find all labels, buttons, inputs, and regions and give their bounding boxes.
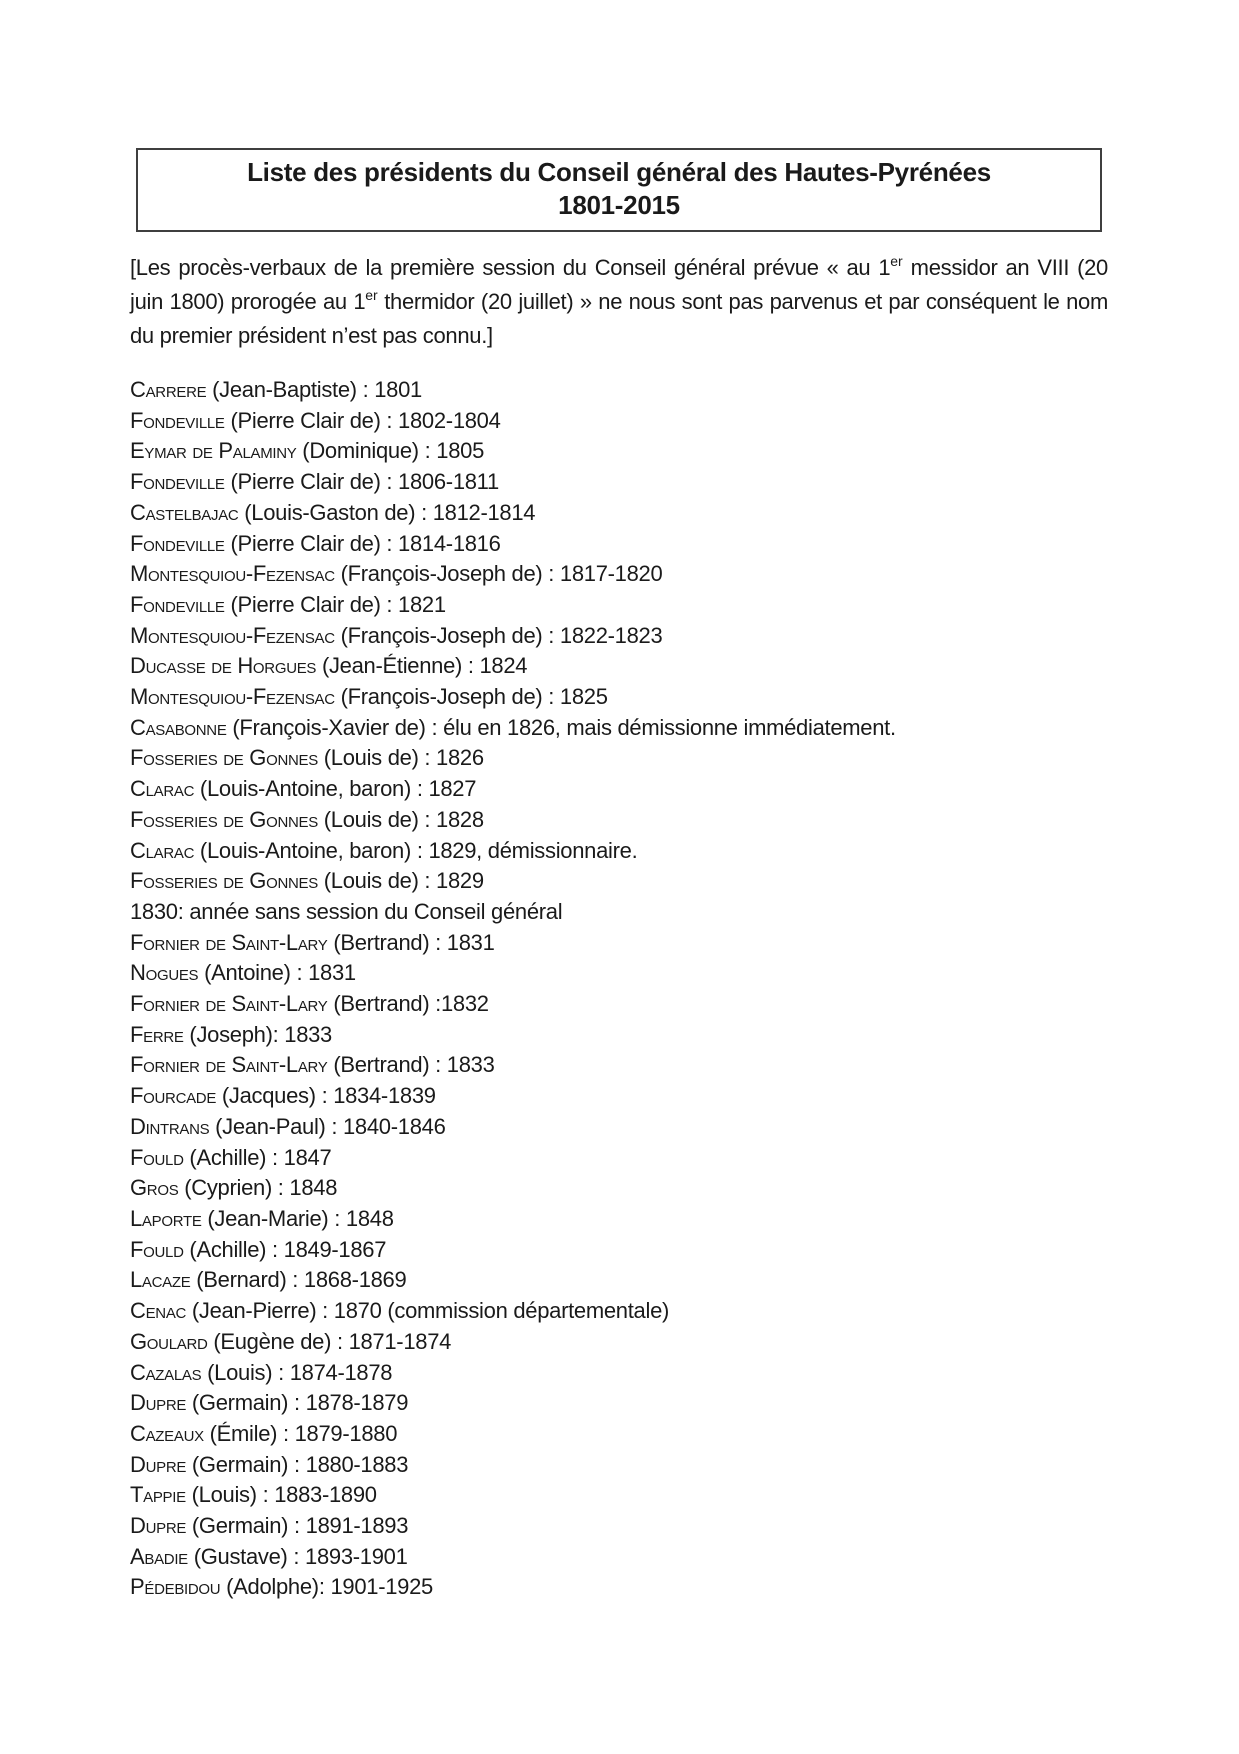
president-name: Montesquiou-Fezensac xyxy=(130,561,335,587)
entry-details: (Louis de) : 1826 xyxy=(317,745,484,771)
entry-details: (Jean-Marie) : 1848 xyxy=(201,1205,394,1231)
list-item xyxy=(130,406,1130,437)
president-name: Cenac xyxy=(130,1298,187,1324)
presidents-list xyxy=(130,375,1130,1603)
list-item xyxy=(130,713,1130,744)
list-item xyxy=(130,1020,1130,1051)
president-name: Ducasse de Horgues xyxy=(130,653,317,679)
president-name: Ferre xyxy=(130,1021,184,1047)
president-name: Dintrans xyxy=(130,1113,210,1139)
entry-details: 1830: année sans session du Conseil général xyxy=(130,898,563,924)
list-item xyxy=(130,590,1130,621)
entry-details: (François-Xavier de) : élu en 1826, mais démissionne immédiatement. xyxy=(226,714,896,740)
president-name: Fould xyxy=(130,1236,184,1262)
entry-details: (Achille) : 1847 xyxy=(183,1144,332,1170)
president-name: Casabonne xyxy=(130,714,227,740)
list-item xyxy=(130,1542,1130,1573)
president-name: Dupre xyxy=(130,1390,187,1416)
president-name: Clarac xyxy=(130,776,195,802)
list-item xyxy=(130,1204,1130,1235)
list-item xyxy=(130,1327,1130,1358)
entry-details: (Pierre Clair de) : 1821 xyxy=(224,591,446,617)
list-item xyxy=(130,1480,1130,1511)
list-item xyxy=(130,1081,1130,1112)
president-name: Lacaze xyxy=(130,1267,191,1293)
president-name: Abadie xyxy=(130,1543,188,1569)
list-item xyxy=(130,743,1130,774)
list-item xyxy=(130,1296,1130,1327)
list-item xyxy=(130,467,1130,498)
entry-details: (Louis-Antoine, baron) : 1827 xyxy=(194,776,477,802)
intro-paragraph xyxy=(130,252,1108,351)
president-name: Nogues xyxy=(130,960,199,986)
list-item xyxy=(130,1572,1130,1603)
list-item xyxy=(130,836,1130,867)
president-name: Clarac xyxy=(130,837,195,863)
entry-details: (Cyprien) : 1848 xyxy=(178,1175,338,1201)
president-name: Fosseries de Gonnes xyxy=(130,868,318,894)
list-item xyxy=(130,897,1130,928)
president-name: Fould xyxy=(130,1144,184,1170)
list-item xyxy=(130,1388,1130,1419)
entry-details: (Louis-Antoine, baron) : 1829, démissionnaire. xyxy=(194,837,638,863)
entry-details: (Germain) : 1891-1893 xyxy=(186,1513,409,1539)
document-title: Liste des présidents du Conseil général des Hautes-Pyrénées xyxy=(247,157,991,187)
entry-details: (Pierre Clair de) : 1802-1804 xyxy=(224,407,501,433)
list-item xyxy=(130,375,1130,406)
entry-details: (Bertrand) : 1833 xyxy=(327,1052,495,1078)
entry-details: (François-Joseph de) : 1817-1820 xyxy=(334,561,663,587)
president-name: Laporte xyxy=(130,1205,202,1231)
entry-details: (Adolphe): 1901-1925 xyxy=(220,1574,433,1600)
entry-details: (Bertrand) :1832 xyxy=(327,991,489,1017)
list-item xyxy=(130,1050,1130,1081)
president-name: Fondeville xyxy=(130,591,225,617)
list-item xyxy=(130,866,1130,897)
list-item xyxy=(130,1511,1130,1542)
president-name: Fosseries de Gonnes xyxy=(130,806,318,832)
list-item xyxy=(130,682,1130,713)
list-item xyxy=(130,529,1130,560)
president-name: Fornier de Saint-Lary xyxy=(130,991,328,1017)
entry-details: (Louis) : 1883-1890 xyxy=(185,1482,377,1508)
entry-details: (Antoine) : 1831 xyxy=(198,960,356,986)
president-name: Fondeville xyxy=(130,407,225,433)
president-name: Cazalas xyxy=(130,1359,202,1385)
president-name: Fondeville xyxy=(130,530,225,556)
list-item xyxy=(130,989,1130,1020)
president-name: Fourcade xyxy=(130,1083,217,1109)
entry-details: (François-Joseph de) : 1822-1823 xyxy=(334,622,663,648)
intro-text-part: thermidor (20 juillet) » ne nous sont pas parvenus et par conséquent le nom du premier président n’est pas connu.] xyxy=(130,289,1108,348)
president-name: Castelbajac xyxy=(130,499,239,525)
entry-details: (Louis) : 1874-1878 xyxy=(201,1359,393,1385)
entry-details: (Jean-Baptiste) : 1801 xyxy=(206,377,422,402)
president-name: Gros xyxy=(130,1175,179,1201)
list-item xyxy=(130,805,1130,836)
list-item xyxy=(130,1235,1130,1266)
president-name: Tappie xyxy=(130,1482,186,1508)
ordinal-superscript: er xyxy=(890,253,903,269)
list-item xyxy=(130,1173,1130,1204)
entry-details: (Pierre Clair de) : 1806-1811 xyxy=(224,469,499,495)
list-item xyxy=(130,498,1130,529)
president-name: Montesquiou-Fezensac xyxy=(130,622,335,648)
ordinal-superscript: er xyxy=(365,287,378,303)
intro-text-part: messidor an VIII (20 juin 1800) prorogée au 1 xyxy=(130,255,1108,314)
president-name: Dupre xyxy=(130,1451,187,1477)
president-name: Fosseries de Gonnes xyxy=(130,745,318,771)
list-item xyxy=(130,559,1130,590)
entry-details: (Achille) : 1849-1867 xyxy=(183,1236,387,1262)
list-item xyxy=(130,1419,1130,1450)
intro-text-part: [Les procès-verbaux de la première session du Conseil général prévue « au 1 xyxy=(130,255,891,280)
entry-details: (Bertrand) : 1831 xyxy=(327,929,495,955)
list-item xyxy=(130,1265,1130,1296)
list-item xyxy=(130,1143,1130,1174)
president-name: Montesquiou-Fezensac xyxy=(130,684,335,710)
entry-details: (Jacques) : 1834-1839 xyxy=(216,1083,436,1109)
title-box xyxy=(136,148,1102,232)
entry-details: (Émile) : 1879-1880 xyxy=(203,1420,398,1446)
entry-details: (Louis de) : 1828 xyxy=(317,806,484,832)
president-name: Fornier de Saint-Lary xyxy=(130,1052,328,1078)
entry-details: (Jean-Étienne) : 1824 xyxy=(316,653,528,679)
entry-details: (Louis de) : 1829 xyxy=(317,868,484,894)
list-item xyxy=(130,774,1130,805)
entry-details: (Bernard) : 1868-1869 xyxy=(190,1267,407,1293)
document-subtitle-years: 1801-2015 xyxy=(558,190,680,220)
entry-details: (Dominique) : 1805 xyxy=(296,438,485,464)
president-name: Cazeaux xyxy=(130,1420,204,1446)
list-item xyxy=(130,436,1130,467)
president-name: Goulard xyxy=(130,1328,208,1354)
entry-details: (Eugène de) : 1871-1874 xyxy=(207,1328,452,1354)
entry-details: (Jean-Pierre) : 1870 (commission départementale) xyxy=(186,1298,670,1324)
entry-details: (Joseph): 1833 xyxy=(183,1021,332,1047)
entry-details: (Germain) : 1880-1883 xyxy=(186,1451,409,1477)
entry-details: (Pierre Clair de) : 1814-1816 xyxy=(224,530,501,556)
list-item xyxy=(130,958,1130,989)
entry-details: (François-Joseph de) : 1825 xyxy=(334,684,608,710)
entry-details: (Louis-Gaston de) : 1812-1814 xyxy=(238,499,536,525)
president-name: Fornier de Saint-Lary xyxy=(130,929,328,955)
list-item xyxy=(130,1358,1130,1389)
entry-details: (Jean-Paul) : 1840-1846 xyxy=(209,1113,446,1139)
president-name: Fondeville xyxy=(130,469,225,495)
list-item xyxy=(130,1450,1130,1481)
list-item xyxy=(130,1112,1130,1143)
president-name: Carrere xyxy=(130,377,207,402)
president-name: Eymar de Palaminy xyxy=(130,438,297,464)
entry-details: (Gustave) : 1893-1901 xyxy=(187,1543,408,1569)
list-item xyxy=(130,928,1130,959)
president-name: Dupre xyxy=(130,1513,187,1539)
entry-details: (Germain) : 1878-1879 xyxy=(186,1390,409,1416)
list-item xyxy=(130,621,1130,652)
list-item xyxy=(130,651,1130,682)
president-name: Pédebidou xyxy=(130,1574,221,1600)
